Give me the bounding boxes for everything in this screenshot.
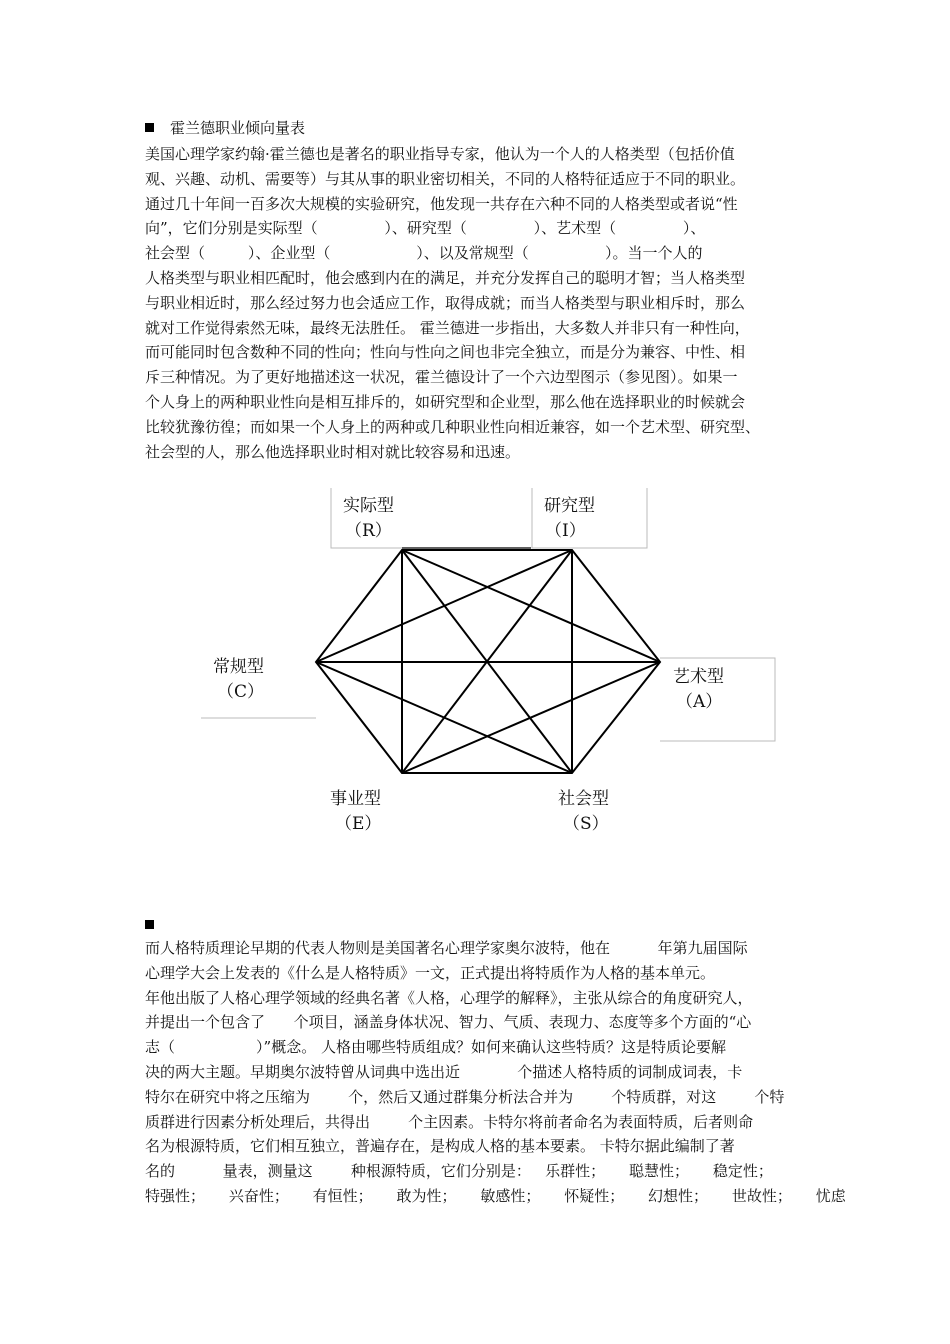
holland-hexagon-diagram — [195, 485, 785, 845]
label-e-code: （E） — [335, 814, 382, 834]
text-line: 个人身上的两种职业性向是相互排斥的，如研究型和企业型，那么他在选择职业的时候就会 — [145, 392, 746, 411]
edge-i-c — [316, 550, 572, 662]
text-line: 通过几十年间一百多次大规模的实验研究，他发现一共存在六种不同的人格类型或者说“性 — [145, 194, 738, 213]
label-c-name: 常规型 — [213, 657, 264, 677]
text-line: 社会型的人，那么他选择职业时相对就比较容易和迅速。 — [145, 442, 521, 461]
section-2-bullet — [145, 915, 170, 934]
heading-text: 霍兰德职业倾向量表 — [170, 119, 306, 137]
text-line: 名的 量表，测量这 种根源特质，它们分别是： 乐群性； 聪慧性； 稳定性； — [145, 1162, 773, 1181]
text-line: 特尔在研究中将之压缩为 个，然后又通过群集分析法合并为 个特质群，对这 个特 — [145, 1087, 785, 1106]
text-line: 决的两大主题。早期奥尔波特曾从词典中选出近 个描述人格特质的词制成词表，卡 — [145, 1062, 743, 1081]
hexagon-lines — [316, 550, 660, 773]
section-heading — [145, 118, 305, 138]
text-line: 与职业相近时，那么经过努力也会适应工作，取得成就；而当人格类型与职业相斥时，那么 — [145, 293, 746, 312]
text-line: 比较犹豫彷徨；而如果一个人身上的两种或几种职业性向相近兼容，如一个艺术型、研究型、 — [145, 417, 761, 436]
text-line: 而可能同时包含数种不同的性向；性向与性向之间也非完全独立，而是分为兼容、中性、相 — [145, 343, 746, 362]
text-line: 并提出一个包含了 个项目，涵盖身体状况、智力、气质、表现力、态度等多个方面的“心 — [145, 1013, 752, 1032]
text-line: 心理学大会上发表的《什么是人格特质》一文，正式提出将特质作为人格的基本单元。 — [145, 963, 716, 982]
label-s-code: （S） — [563, 814, 609, 834]
label-a-code: （A） — [676, 692, 723, 712]
text-line: 美国心理学家约翰·霍兰德也是著名的职业指导专家，他认为一个人的人格类型（包括价值 — [145, 145, 735, 163]
text-line: 质群进行因素分析处理后，共得出 个主因素。卡特尔将前者命名为表面特质，后者则命 — [145, 1112, 754, 1131]
trait-theory-paragraph — [145, 936, 846, 1209]
text-line: 向”，它们分别是实际型（ ）、研究型（ ）、艺术型（ ）、 — [145, 219, 706, 238]
text-line: 名为根源特质，它们相互独立，普遍存在，是构成人格的基本要素。 卡特尔据此编制了著 — [145, 1137, 735, 1156]
label-a-name: 艺术型 — [673, 667, 724, 687]
edge-r-a — [402, 550, 660, 662]
text-line: 志（ ）”概念。 人格由哪些特质组成？如何来确认这些特质？这是特质论要解 — [145, 1038, 726, 1057]
label-i-name: 研究型 — [544, 496, 595, 516]
bullet-square-icon — [145, 920, 154, 929]
text-line: 社会型（ ）、企业型（ ）、以及常规型（ ）。当一个人的 — [145, 244, 703, 263]
edge-s-c — [316, 662, 572, 773]
label-s-name: 社会型 — [558, 789, 609, 809]
text-line: 人格类型与职业相匹配时，他会感到内在的满足，并充分发挥自己的聪明才智；当人格类型 — [145, 268, 746, 287]
text-line: 特强性； 兴奋性； 有恒性； 敢为性； 敏感性； 怀疑性； 幻想性； 世故性； 忧虑 — [145, 1186, 846, 1205]
bullet-square-icon — [145, 123, 154, 132]
text-line: 而人格特质理论早期的代表人物则是美国著名心理学家奥尔波特，他在 年第九届国际 — [145, 939, 748, 957]
label-r-code: （R） — [345, 521, 392, 541]
text-line: 斥三种情况。为了更好地描述这一状况，霍兰德设计了一个六边型图示（参见图）。如果一 — [145, 368, 738, 387]
label-i-code: （I） — [545, 521, 586, 541]
text-line: 就对工作觉得索然无味，最终无法胜任。 霍兰德进一步指出，大多数人并非只有一种性向， — [145, 318, 750, 337]
edge-a-e — [402, 662, 660, 773]
holland-paragraph — [145, 142, 810, 464]
label-r-name: 实际型 — [343, 496, 394, 516]
label-e-name: 事业型 — [330, 789, 381, 809]
text-line: 年他出版了人格心理学领域的经典名著《人格，心理学的解释》，主张从综合的角度研究人， — [145, 988, 753, 1007]
label-c-code: （C） — [217, 682, 265, 702]
text-line: 观、兴趣、动机、需要等）与其从事的职业密切相关，不同的人格特征适应于不同的职业。 — [145, 169, 746, 188]
